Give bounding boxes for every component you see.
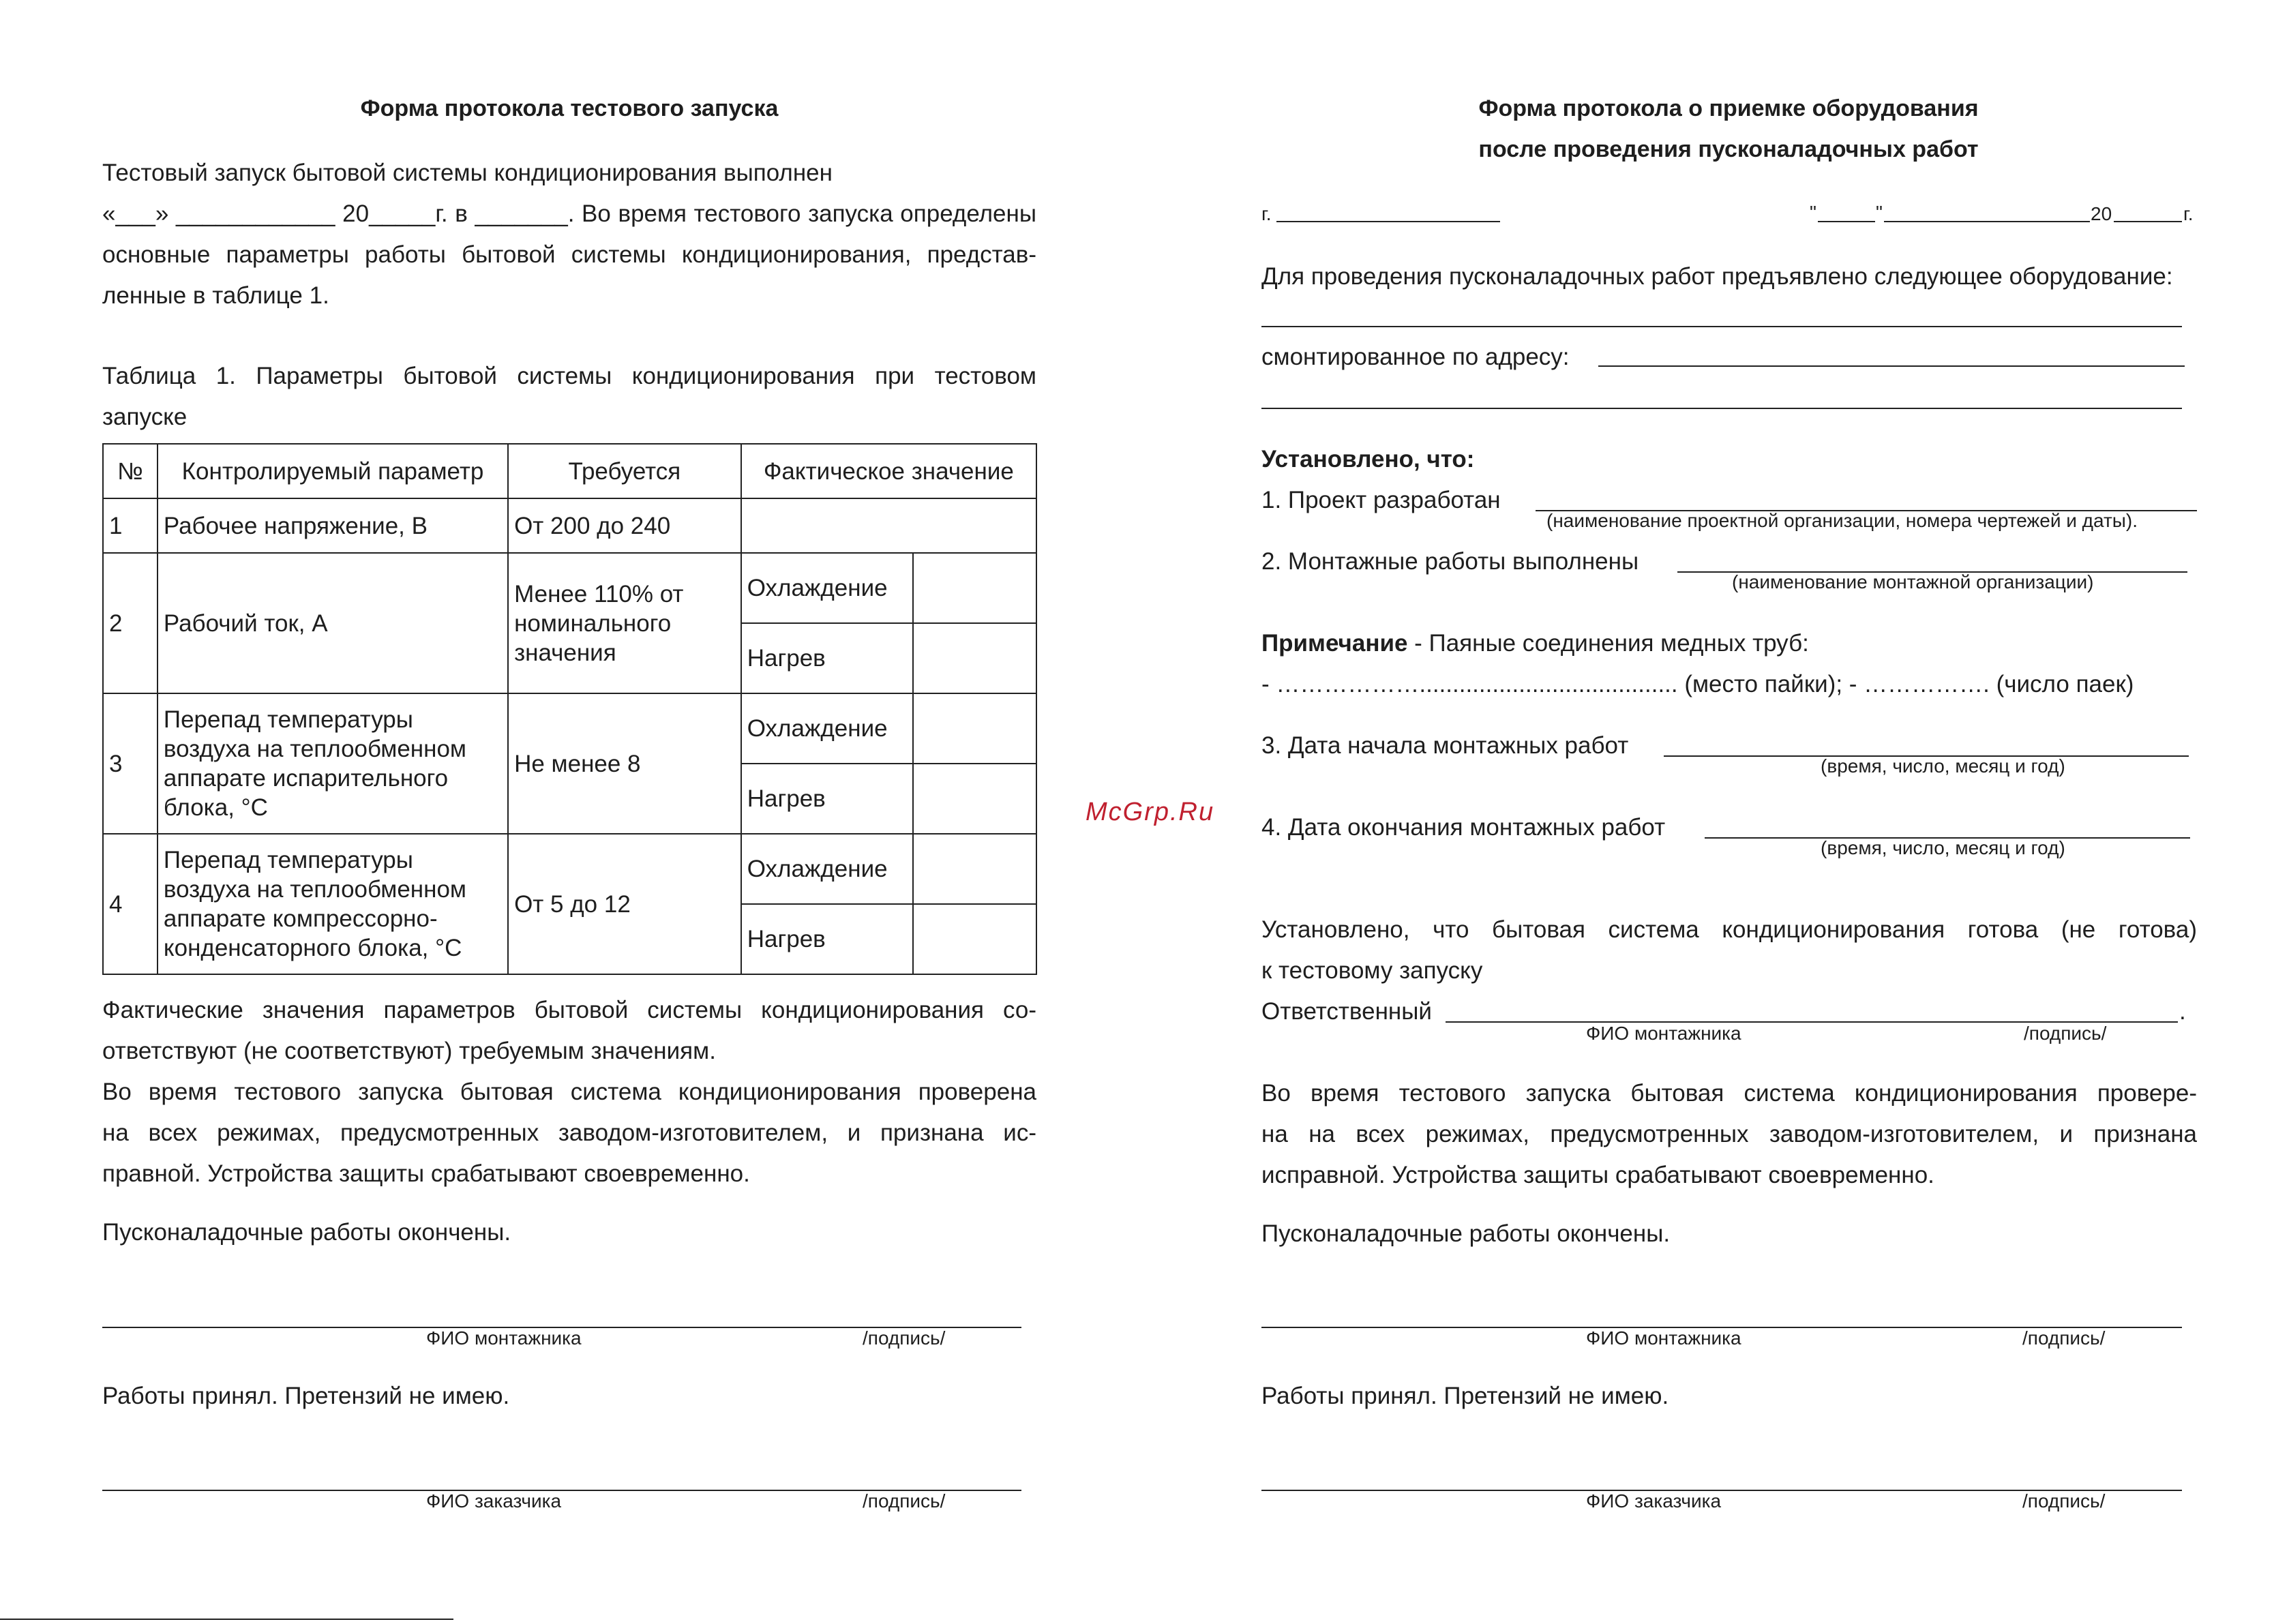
header-param: Контролируемый параметр [158, 444, 508, 498]
header-required: Требуется [508, 444, 741, 498]
equipment-line [1261, 326, 2182, 327]
table-header-row [103, 444, 1036, 498]
page-edge-rule [0, 1619, 453, 1620]
row-num: 2 [103, 553, 158, 693]
row-actual-value [741, 498, 1036, 553]
left-finished: Пусконаладочные работы окончены. [102, 1219, 511, 1246]
date-year-line [2114, 221, 2182, 222]
row-required: От 200 до 240 [508, 498, 741, 553]
right-sig1-sign: /подпись/ [2022, 1327, 2106, 1349]
date-quote-open: " [1810, 202, 1816, 223]
row-num: 1 [103, 498, 158, 553]
row-param: Рабочее напряжение, В [158, 498, 508, 553]
row-mode-heating: Нагрев [741, 904, 913, 974]
row-required: Не менее 8 [508, 693, 741, 834]
row-actual-heating [913, 623, 1036, 693]
date-month-line [1884, 221, 2090, 222]
item4-hint: (время, число, месяц и год) [1821, 837, 2065, 858]
row-mode-cooling: Охлаждение [741, 553, 913, 623]
left-after-line1: Фактические значения параметров бытовой системы кондиционирования со- [102, 997, 1036, 1023]
row-actual-heating [913, 904, 1036, 974]
item2-label: 2. Монтажные работы выполнены [1261, 548, 1639, 575]
right-sig2-name: ФИО заказчика [1586, 1490, 1722, 1512]
row-param: Перепад температуры воздуха на теплообменном аппарате компрессорно-конденсаторного блока, °С [158, 834, 508, 974]
check-line3: исправной. Устройства защиты срабатывают своевременно. [1261, 1162, 1934, 1188]
established-heading: Установлено, что: [1261, 446, 1475, 472]
left-after-line5: правной. Устройства защиты срабатывают своевременно. [102, 1160, 750, 1187]
ready-line1: Установлено, что бытовая система кондиционирования готова (не готова) [1261, 916, 2197, 943]
check-line1: Во время тестового запуска бытовая система кондиционирования провере- [1261, 1080, 2197, 1107]
left-sig1-name: ФИО монтажника [426, 1327, 582, 1349]
left-after-line2: ответствуют (не соответствуют) требуемым значениям. [102, 1038, 716, 1064]
item3-hint: (время, число, месяц и год) [1821, 755, 2065, 777]
address-label: смонтированное по адресу: [1261, 344, 1570, 370]
responsible-end: . [2179, 998, 2186, 1025]
parameters-table [102, 443, 1037, 975]
check-line2: на на всех режимах, предусмотренных заводом-изготовителем, и признана [1261, 1121, 2197, 1147]
note-line [1261, 623, 1809, 664]
ready-line2: к тестовому запуску [1261, 957, 1483, 984]
right-sig2-sign: /подпись/ [2022, 1490, 2106, 1512]
date-g: г. [2183, 203, 2194, 224]
responsible-label: Ответственный [1261, 998, 1432, 1025]
presented-text: Для проведения пусконаладочных работ предъявлено следующее оборудование: [1261, 263, 2173, 290]
left-sig2-sign: /подпись/ [863, 1490, 946, 1512]
row-mode-heating: Нагрев [741, 764, 913, 834]
left-accepted: Работы принял. Претензий не имею. [102, 1383, 510, 1409]
row-actual-heating [913, 764, 1036, 834]
item1-label: 1. Проект разработан [1261, 487, 1501, 513]
date-quote-close: " [1876, 202, 1883, 223]
left-intro-line3: основные параметры работы бытовой системы кондиционирования, представ- [102, 241, 1036, 268]
item2-hint: (наименование монтажной организации) [1732, 571, 2094, 592]
left-title: Форма протокола тестового запуска [360, 95, 779, 121]
left-intro-line4: ленные в таблице 1. [102, 282, 329, 309]
right-title-line2: после проведения пусконаладочных работ [1478, 136, 1979, 162]
right-title-line1: Форма протокола о приемке оборудования [1478, 95, 1979, 121]
table-caption-line2: запуске [102, 404, 188, 430]
right-accepted: Работы принял. Претензий не имею. [1261, 1383, 1669, 1409]
item3-label: 3. Дата начала монтажных работ [1261, 732, 1629, 759]
item1-hint: (наименование проектной организации, номера чертежей и даты). [1546, 510, 2138, 531]
row-actual-cooling [913, 834, 1036, 904]
row-param: Перепад температуры воздуха на теплообменном аппарате испарительного блока, °С [158, 693, 508, 834]
left-after-line4: на всех режимах, предусмотренных заводом-изготовителем, и признана ис- [102, 1119, 1036, 1146]
resp-name: ФИО монтажника [1586, 1023, 1741, 1044]
row-mode-cooling: Охлаждение [741, 693, 913, 764]
solder-line: - ………………....................................... (место пайки); - ……………. (число паек) [1261, 671, 2134, 697]
table-row [103, 834, 1036, 904]
left-intro-line1: Тестовый запуск бытовой системы кондиционирования выполнен [102, 160, 833, 186]
header-actual: Фактическое значение [741, 444, 1036, 498]
address-line [1598, 365, 2185, 367]
table-caption-line1: Таблица 1. Параметры бытовой системы кондиционирования при тестовом [102, 363, 1036, 389]
note-label: Примечание [1261, 630, 1408, 657]
left-intro-line2: «___» ____________ 20_____г. в _______. Во время тестового запуска определены [102, 200, 1036, 227]
left-sig2-name: ФИО заказчика [426, 1490, 562, 1512]
left-after-line3: Во время тестового запуска бытовая система кондиционирования проверена [102, 1079, 1036, 1105]
table-row [103, 498, 1036, 553]
resp-sign: /подпись/ [2024, 1023, 2107, 1044]
address-line-2 [1261, 408, 2182, 409]
city-field-line [1276, 221, 1500, 222]
date-day-line [1818, 221, 1875, 222]
table-row [103, 693, 1036, 764]
row-mode-cooling: Охлаждение [741, 834, 913, 904]
right-finished: Пусконаладочные работы окончены. [1261, 1220, 1671, 1247]
row-required: От 5 до 12 [508, 834, 741, 974]
row-num: 4 [103, 834, 158, 974]
row-actual-cooling [913, 553, 1036, 623]
row-actual-cooling [913, 693, 1036, 764]
right-sig1-name: ФИО монтажника [1586, 1327, 1741, 1349]
row-mode-heating: Нагрев [741, 623, 913, 693]
city-label: г. [1261, 203, 1272, 224]
date-year-prefix: 20 [2091, 203, 2112, 224]
watermark-text: McGrp.Ru [1086, 798, 1215, 826]
left-sig1-sign: /подпись/ [863, 1327, 946, 1349]
row-param: Рабочий ток, А [158, 553, 508, 693]
table-row [103, 553, 1036, 623]
row-required: Менее 110% от номинального значения [508, 553, 741, 693]
header-num: № [103, 444, 158, 498]
item4-label: 4. Дата окончания монтажных работ [1261, 814, 1666, 841]
note-text: - Паяные соединения медных труб: [1407, 630, 1809, 657]
row-num: 3 [103, 693, 158, 834]
